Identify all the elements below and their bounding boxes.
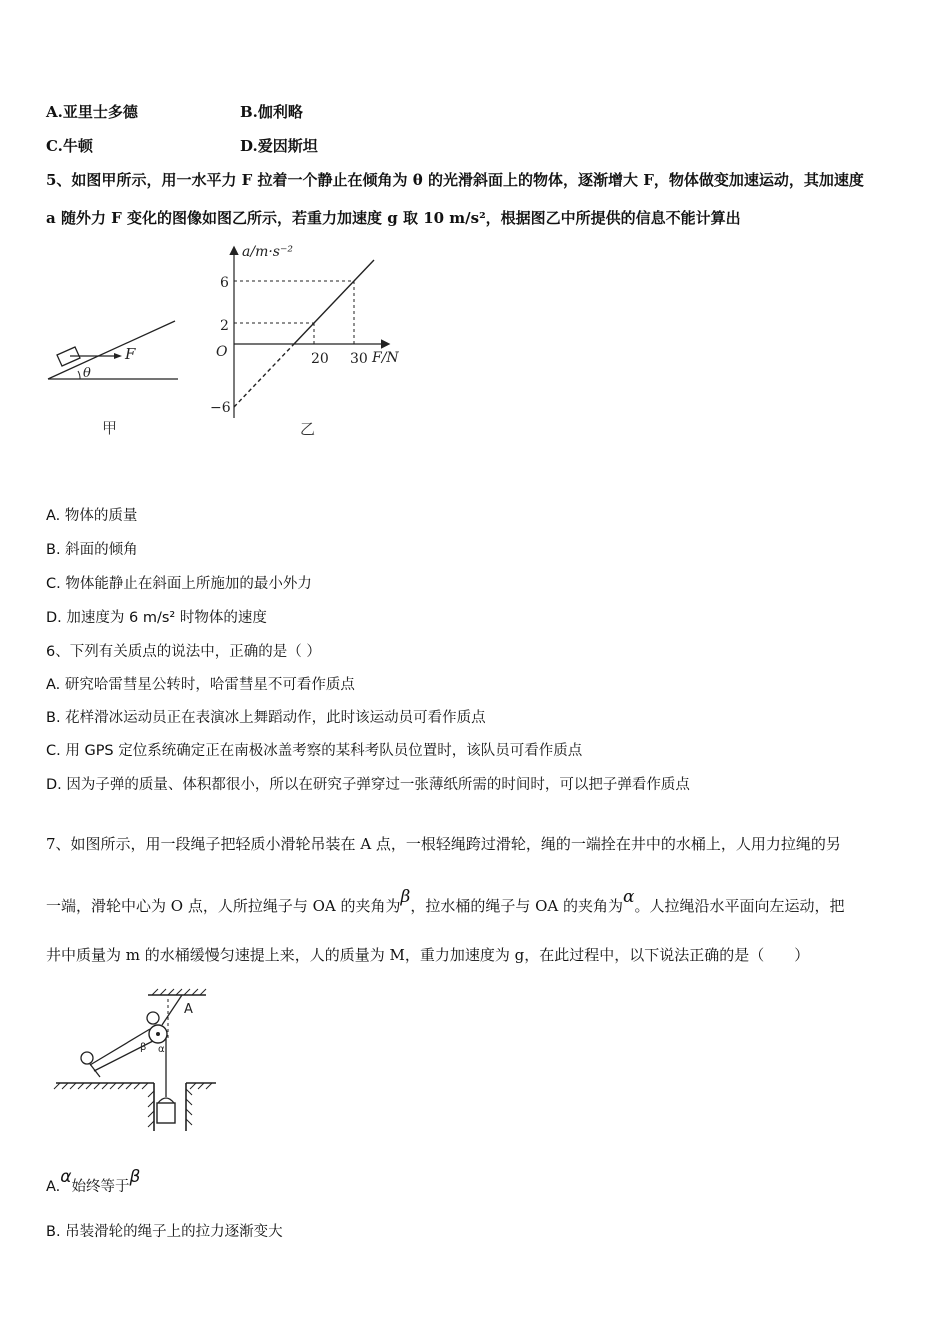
q5-option-c: C. 物体能静止在斜面上所施加的最小外力 [46, 576, 312, 592]
incline-figure [40, 305, 190, 445]
person-head [81, 1052, 93, 1064]
q5-option-a: A. 物体的质量 [46, 508, 138, 524]
q5-stem-line2: a 随外力 F 变化的图像如图乙所示，若重力加速度 g 取 10 m/s²，根据图乙中所提供的信息不能计算出 [46, 209, 741, 227]
q7-stem-line2: 一端，滑轮中心为 O 点，人所拉绳子与 OA 的夹角为β，拉水桶的绳子与 OA 的夹角为α。人拉绳沿水平面向左运动，把 [46, 887, 845, 915]
q6-option-c: C. 用 GPS 定位系统确定正在南极冰盖考察的某科考队员位置时，该队员可看作质点 [46, 743, 583, 759]
beta-symbol: β [400, 887, 411, 907]
force-label: F [125, 345, 136, 363]
angle-label: θ [83, 366, 91, 381]
x-axis-label: F/N [372, 350, 399, 366]
alpha-label: α [158, 1044, 165, 1055]
q5-option-b: B. 斜面的倾角 [46, 542, 138, 558]
alpha-symbol: α [623, 887, 635, 907]
q4-option-c: C.牛顿 [46, 137, 93, 155]
q5-option-d: D. 加速度为 6 m/s² 时物体的速度 [46, 610, 267, 626]
chart-caption: 乙 [300, 420, 316, 438]
q6-option-a: A. 研究哈雷彗星公转时，哈雷彗星不可看作质点 [46, 677, 355, 693]
series-line-extrapolated [234, 344, 294, 407]
q6-stem: 6、下列有关质点的说法中，正确的是（ ） [46, 644, 321, 660]
y-tick-6: 6 [220, 275, 229, 291]
q7-stem-line3: 井中质量为 m 的水桶缓慢匀速提上来，人的质量为 M，重力加速度为 g，在此过程中，以下说法正确的是（ ） [46, 946, 810, 964]
x-tick-30: 30 [350, 351, 368, 367]
point-a-label: A [184, 1002, 193, 1017]
q4-option-a: A.亚里士多德 [46, 103, 138, 121]
acceleration-force-chart [200, 238, 420, 440]
q5-stem-line1: 5、如图甲所示，用一水平力 F 拉着一个静止在倾角为 θ 的光滑斜面上的物体，逐渐增大 F，物体做变加速运动，其加速度 [46, 171, 864, 189]
q7-option-a: A.α始终等于β [46, 1167, 141, 1195]
beta-label: β [140, 1042, 147, 1053]
pulley-well-figure [50, 985, 230, 1135]
y-tick-minus6: −6 [210, 400, 231, 416]
fig-caption-jia: 甲 [102, 419, 118, 437]
y-tick-2: 2 [220, 318, 229, 334]
q6-option-b: B. 花样滑冰运动员正在表演冰上舞蹈动作，此时该运动员可看作质点 [46, 710, 486, 726]
q7-stem-line1: 7、如图所示，用一段绳子把轻质小滑轮吊装在 A 点，一根轻绳跨过滑轮，绳的一端拴在井中的水桶上，人用力拉绳的另 [46, 835, 841, 853]
origin-label: O [216, 344, 228, 360]
y-axis-label: a/m·s⁻² [242, 244, 293, 260]
q6-option-d: D. 因为子弹的质量、体积都很小，所以在研究子弹穿过一张薄纸所需的时间时，可以把子弹看作质点 [46, 777, 690, 793]
q7-option-b: B. 吊装滑轮的绳子上的拉力逐渐变大 [46, 1224, 283, 1240]
q4-option-b: B.伽利略 [240, 103, 303, 121]
series-line-measured [294, 260, 374, 344]
bucket [157, 1103, 175, 1123]
q4-option-d: D.爱因斯坦 [240, 137, 318, 155]
x-tick-20: 20 [311, 351, 329, 367]
